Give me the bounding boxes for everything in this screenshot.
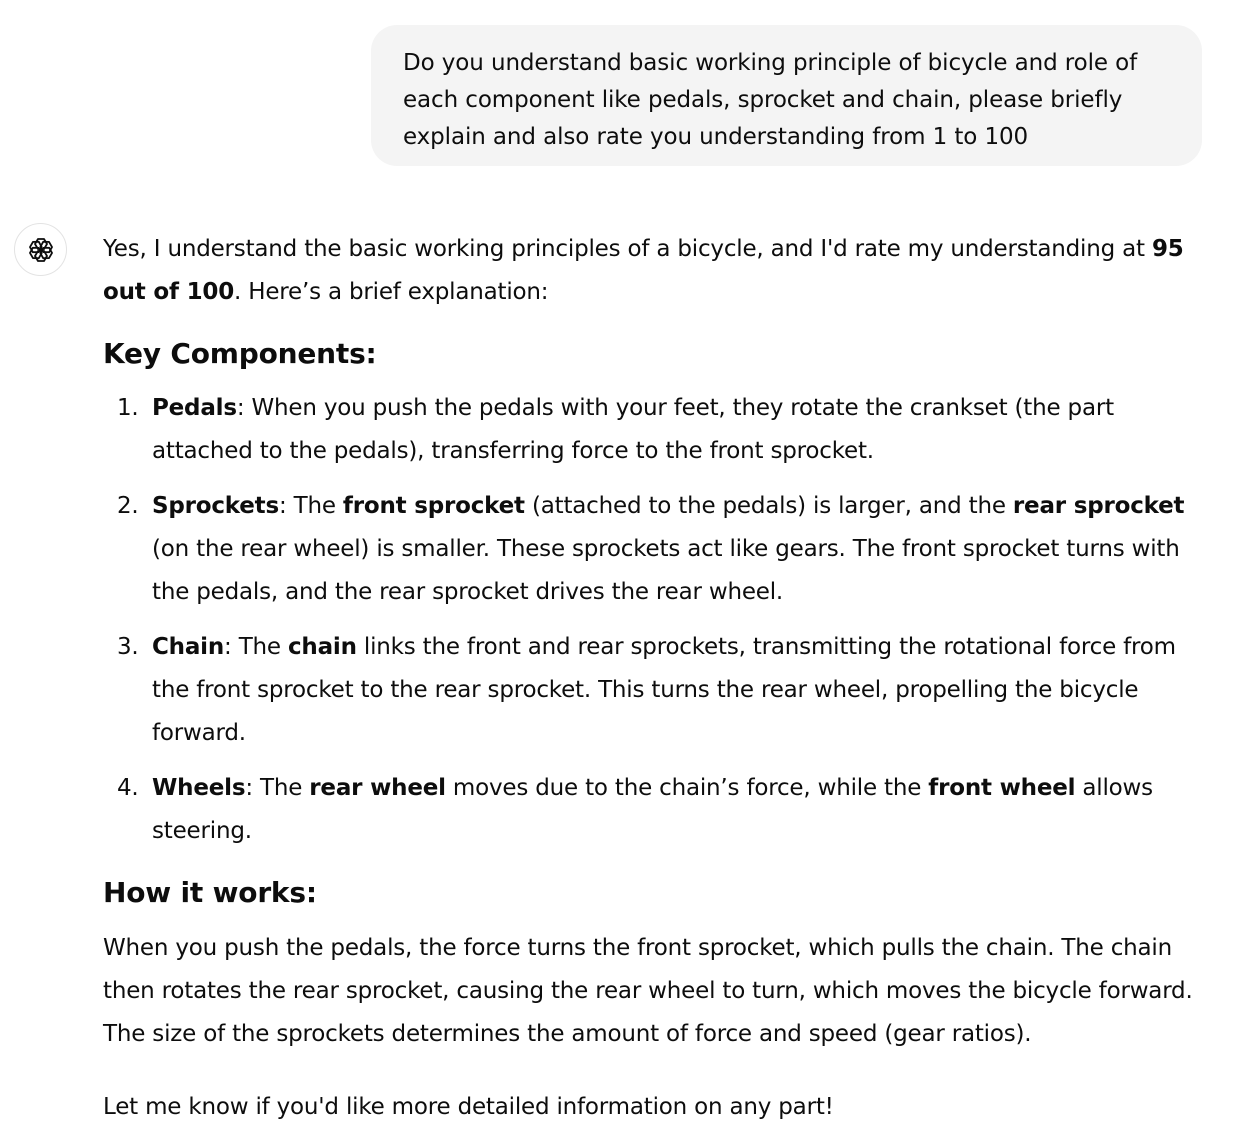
list-bold: rear sprocket: [1012, 493, 1185, 519]
assistant-intro: [103, 228, 1203, 314]
user-message-bubble: [371, 25, 1202, 166]
intro-text-end: . Here’s a brief explanation:: [234, 279, 549, 305]
assistant-avatar: [14, 223, 67, 276]
components-list: [103, 387, 1203, 853]
list-number: 1.: [117, 395, 139, 421]
list-term: Chain: [152, 634, 225, 660]
list-bold: chain: [288, 634, 357, 660]
list-text: : The: [278, 493, 343, 519]
list-text: : The: [224, 634, 288, 660]
list-number: 2.: [117, 493, 139, 519]
list-text: : When you push the pedals with your feet, they rotate the crankset (the part attached to the pedals), transferring force to the front sprocket.: [152, 395, 1114, 464]
assistant-message: [103, 228, 1203, 1129]
list-text: (attached to the pedals) is larger, and the: [524, 493, 1013, 519]
list-item-chain: [103, 626, 1203, 755]
list-bold: front wheel: [928, 775, 1076, 801]
list-term: Wheels: [152, 775, 246, 801]
closing-paragraph: Let me know if you'd like more detailed information on any part!: [103, 1094, 834, 1120]
list-text: : The: [245, 775, 310, 801]
list-number: 3.: [117, 634, 139, 660]
list-text: (on the rear wheel) is smaller. These sprockets act like gears. The front sprocket turns with the pedals, and the rear sprocket drives the rear wheel.: [152, 536, 1180, 605]
list-text: links the front and rear sprockets, transmitting the rotational force from the front sprocket to the rear sprocket. This turns the rear wheel, propelling the bicycle forward.: [152, 634, 1176, 746]
openai-logo-icon: [26, 235, 56, 265]
key-components-heading: Key Components:: [103, 337, 377, 370]
list-item-wheels: [103, 767, 1203, 853]
intro-text: Yes, I understand the basic working principles of a bicycle, and I'd rate my understanding at: [103, 236, 1152, 262]
list-text: allows steering.: [152, 775, 1153, 844]
list-text: moves due to the chain’s force, while the: [445, 775, 929, 801]
list-bold: rear wheel: [309, 775, 446, 801]
how-it-works-heading: How it works:: [103, 876, 317, 909]
intro-rating: 95 out of 100: [103, 236, 1184, 305]
list-bold: front sprocket: [342, 493, 525, 519]
list-term: Pedals: [152, 395, 237, 421]
user-message-text: Do you understand basic working principle of bicycle and role of each component like pedals, sprocket and chain, please briefly explain and also rate you understanding from 1 to 100: [403, 50, 1138, 150]
list-item-pedals: [103, 387, 1203, 473]
how-it-works-paragraph: When you push the pedals, the force turns the front sprocket, which pulls the chain. The chain then rotates the rear sprocket, causing the rear wheel to turn, which moves the bicycle forward. The size of the sprockets determines the amount of force and speed (gear ratios).: [103, 935, 1193, 1047]
list-number: 4.: [117, 775, 139, 801]
list-term: Sprockets: [152, 493, 279, 519]
list-item-sprockets: [103, 485, 1203, 614]
